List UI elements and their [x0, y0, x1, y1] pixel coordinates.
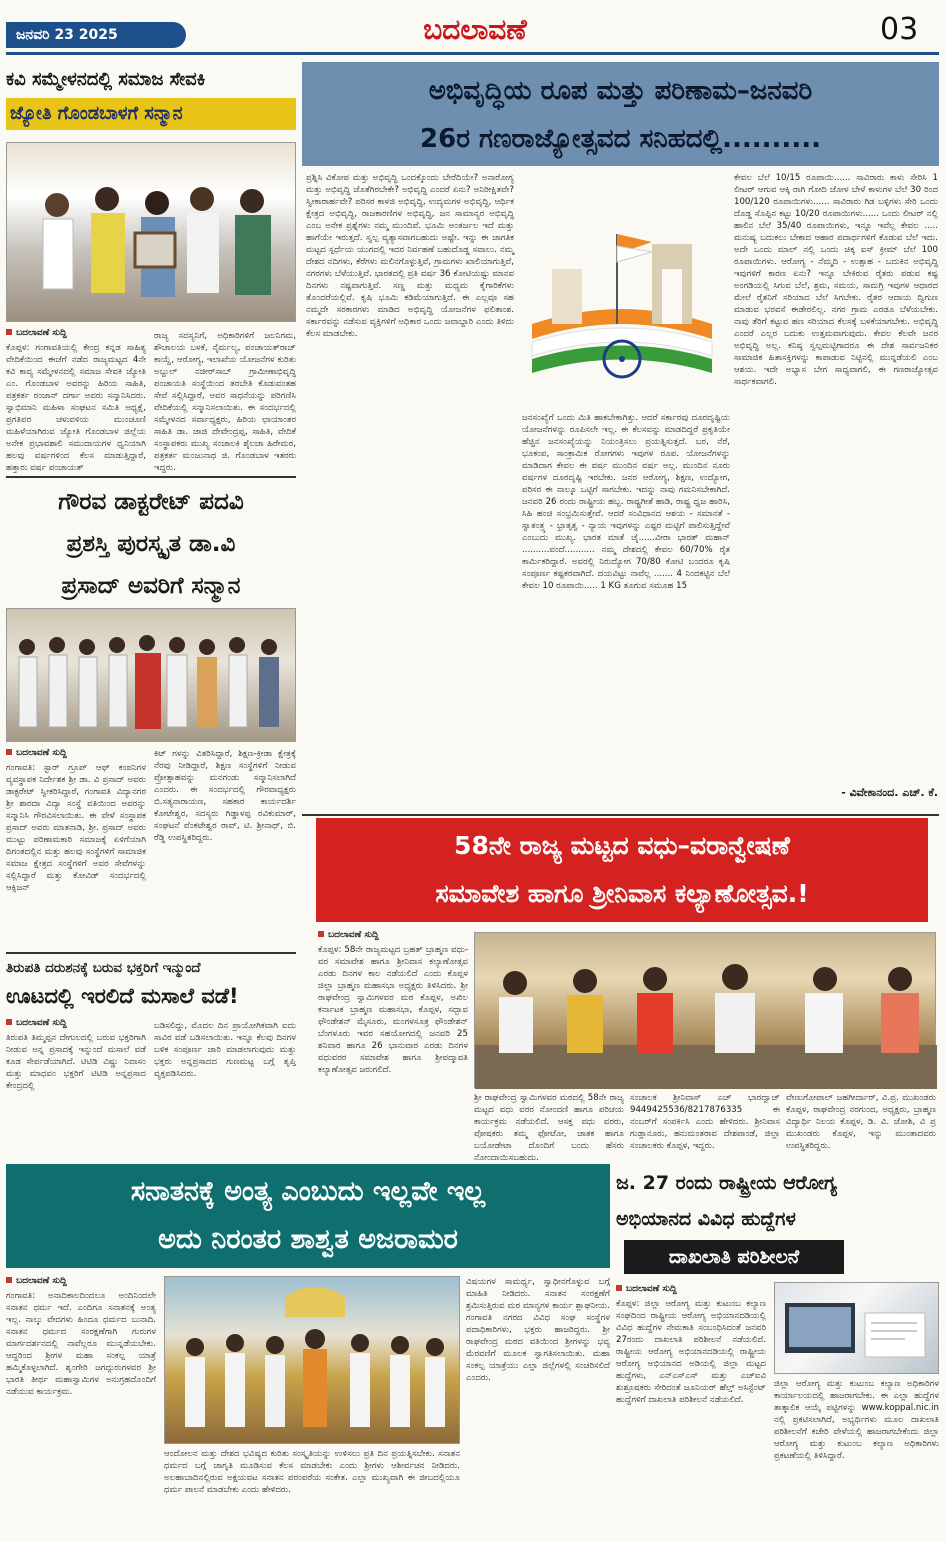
article-body-col1: ಕೊಪ್ಪಳ: 58ನೇ ರಾಜ್ಯಮಟ್ಟದ ಬ್ರಹತ್ ಬ್ರಾಹ್ಮಣ ವಧು-ವರ ಸಮಾವೇಶ ಹಾಗೂ ಶ್ರೀನಿವಾಸ ಕಲ್ಯಾಣೋತ್ಸವ ಎರಡು ದಿನಗಳ ಕಾಲ ನಡೆಯಲಿದೆ ಎಂದು ಕೊಪ್ಪಳ ಜಿಲ್ಲಾ ಬ್ರಾಹ್ಮಣ ಮಹಾಸಭಾ ಅಧ್ಯಕ್ಷರು ತಿಳಿಸಿದರು. ಶ್ರೀ ರಾಘವೇಂದ್ರ ಸ್ವಾಮಿಗಳವರ ಮಠ ಕೊಪ್ಪಳ, ಅಖಿಲ ಕರ್ನಾಟಕ ಬ್ರಾಹ್ಮಣ ಮಹಾಸಭಾ, ಕೊಪ್ಪಳ, ಸದ್ಭಾವ ಫೌಂಡೇಶನ್ ಮೈಸೂರು, ಮಂಗಳಸೂತ್ರ ಫೌಂಡೇಶನ್ ಬೆಂಗಳೂರು ಇವರ ಸಹಯೋಗದಲ್ಲಿ ಜನವರಿ 25 ಶನಿವಾರ ಹಾಗೂ 26 ಭಾನುವಾರ ಎರಡು ದಿನಗಳ ವಧುವರರ ಸಮಾವೇಶ ಹಾಗೂ ಶ್ರೀಪದ್ಮಾವತಿ ಕಲ್ಯಾಣೋತ್ಸವ ಜರುಗಲಿದೆ.	[318, 945, 468, 1075]
divider	[6, 476, 296, 478]
article-vadhu-vara-convention	[302, 818, 939, 1163]
headline: ಅಭಿವೃದ್ಧಿಯ ರೂಪ ಮತ್ತು ಪರಿಣಾಮ–ಜನವರಿ	[428, 76, 813, 106]
article-body-col3: ಸಂಚಾಲಕ ಶ್ರೀನಿವಾಸ್ ಎಚ್ ಭಾರದ್ವಾಜ್ 9449425536/8217876335 ಈ ನಂಬರ್‌ಗೆ ಸಂಪರ್ಕಿಸಿ ಎಂದು ಹೇಳಿದರು. ಶ್ರೀನಿವಾಸ ಗುಡ್ಲಾನೂರು, ಹನುಮಂತರಾವ ದೇಶಪಾಂಡೆ, ಜಿಲ್ಲಾ ಸಂಚಾಲಕರು ಕೊಪ್ಪಳ, ಇದ್ದರು.	[630, 1093, 780, 1151]
masthead-date: ಜನವರಿ 23 2025	[16, 27, 118, 43]
masthead-rule	[6, 52, 939, 55]
headline: ಊಟದಲ್ಲಿ ಇರಲಿದೆ ಮಸಾಲೆ ವಡೆ!	[6, 984, 239, 1008]
headline: ತಿರುಪತಿ ದರುಶನಕ್ಕೆ ಬರುವ ಭಕ್ತರಿಗೆ ಇನ್ಮುಂದೆ	[6, 960, 201, 976]
byline: ಬದಲಾವಣೆ ಸುದ್ದಿ	[318, 930, 468, 942]
article-body-col4: ವೇಣುಗೋಪಾಲ್ ಜಹಗೀರ್ದಾರ್, ವಿ.ಪ್ರ. ಮುಖಂಡರು ಕೊಪ್ಪಳ, ರಾಘವೇಂದ್ರ ನರಗುಂದ, ಅಧ್ಯಕ್ಷರು, ಬ್ರಾಹ್ಮಣ ವಿದ್ಯಾರ್ಥಿ ನಿಲಯ ಕೊಪ್ಪಳ, ಡಿ. ವಿ. ಜೋಶಿ, ವಿ ಪ್ರ ಮುಖಂಡರು ಕೊಪ್ಪಳ, ಇನ್ನು ಮುಂತಾದವರು ಉಪಸ್ಥಿತರಿದ್ದರು.	[786, 1093, 936, 1151]
headline: ಕವಿ ಸಮ್ಮೇಳನದಲ್ಲಿ ಸಮಾಜ ಸೇವಕಿ	[6, 69, 206, 90]
headline: 26ರ ಗಣರಾಜ್ಯೋತ್ಸವದ ಸನಿಹದಲ್ಲಿ..........	[420, 124, 821, 154]
headline: ದಾಖಲಾತಿ ಪರಿಶೀಲನೆ	[668, 1246, 800, 1268]
procession-illustration	[165, 1277, 461, 1445]
article-doctorate-honour	[6, 480, 296, 950]
article-tirupati-vada	[6, 956, 296, 1156]
article-body-col2: ಆಂದೋಲನ ಮತ್ತು ದೇಶದ ಭವಿಷ್ಯದ ಕುರಿತು ಸಂಸ್ಕೃತಿಯನ್ನು ಉಳಿಸಲು ಪ್ರತಿ ದಿನ ಪ್ರಯತ್ನಿಸಬೇಕು. ಸನಾತನ ಧರ್ಮದ ಬಗ್ಗೆ ಜಾಗೃತಿ ಮೂಡಿಸುವ ಕೆಲಸ ಮಾಡಬೇಕು ಎಂದು ಶ್ರೀಗಳು ಆಶೀರ್ವಚನ ನೀಡಿದರು. ಅಲಹಾಬಾದಿನಲ್ಲಿರುವ ಅಕ್ಷಯವಟ ಸನಾತನ ಪರಂಪರೆಯ ಸಂಕೇತ. ಎಲ್ಲಾ ಮುಖ್ಯವಾಗಿ ಈ ಜೀಬದಲ್ಲಿಯೂ ಧರ್ಮ ಪಾಲನೆ ಮಾಡಬೇಕು ಎಂದು ಹೇಳಿದರು.	[164, 1449, 460, 1495]
divider	[302, 814, 939, 816]
headline: ಪ್ರಶಸ್ತಿ ಪುರಸ್ಕೃತ ಡಾ.ವಿ	[66, 531, 236, 557]
article-body-col1: ತಿರುಪತಿ ತಿಮ್ಮಪ್ಪನ ದೇಗುಲದಲ್ಲಿ ಬರುವ ಭಕ್ತರಿಗಾಗಿ ನೀಡುವ ಅನ್ನ ಪ್ರಸಾದಕ್ಕೆ ಇನ್ನುಂದೆ ಮಸಾಲೆ ವಡೆ ಕೂಡ ಸೇರ್ಪಡೆಯಾಗಿದೆ. ಟಿಟಿಡಿ ವಿಷ್ಣು ನಿವಾಸಂ ಮತ್ತು ಮಾಧವಂ ಭಕ್ತರಿಗೆ ಟಿಟಿಡಿ ಅನ್ನಪ್ರಸಾದ ಕೇಂದ್ರದಲ್ಲಿ	[6, 1033, 146, 1091]
people-illustration	[7, 143, 297, 323]
page-number: 03	[880, 12, 919, 47]
byline: ಬದಲಾವಣೆ ಸುದ್ದಿ	[6, 1276, 156, 1288]
photo-doctorate-honour	[6, 608, 296, 742]
headline: ಸನಾತನಕ್ಕೆ ಅಂತ್ಯ ಎಂಬುದು ಇಲ್ಲವೇ ಇಲ್ಲ	[130, 1176, 486, 1207]
author-signature: - ವಿವೇಕಾನಂದ. ಎಚ್. ಕೆ.	[841, 786, 938, 799]
article-body-col2: ಕಿಟ್ ಗಳನ್ನು ವಿತರಿಸಿದ್ದಾರೆ, ಶಿಕ್ಷಣ-ಕ್ರೀಡಾ ಕ್ಷೇತ್ರಕ್ಕೆ ನೆರವು ನೀಡಿದ್ದಾರೆ, ಶಿಕ್ಷಣ ಸಂಸ್ಥೆಗಳಿಗೆ ನೀಡುವ ಪ್ರೋತ್ಸಾಹವನ್ನು ಮನಗಂಡು ಸನ್ಮಾನಿಸಲಾಗಿದೆ ಎಂದರು. ಈ ಸಂದರ್ಭದಲ್ಲಿ ಗೌರವಾಧ್ಯಕ್ಷರು ಬಿ.ಸತ್ಯನಾರಾಯಣ, ಸಹಕಾರ ಕಾರ್ಯದರ್ಶಿ ಕೋಟೇಶ್ವರ, ಸದಸ್ಯರು ಗಿಡ್ಡಾಳಪ್ಪ ರವಿಕುಮಾರ್, ಸಂಘಟನೆ ವೆಂಕಟೇಶ್ವರ ರಾವ್, ಟಿ. ಶ್ರೀನಾಥ್, ಬಿ. ರೆಡ್ಡಿ ಉಪಸ್ಥಿತರಿದ್ದರು.	[154, 749, 296, 843]
article-body-col1: ಕೊಪ್ಪಳ: ಜಿಲ್ಲಾ ಆರೋಗ್ಯ ಮತ್ತು ಕುಟುಂಬ ಕಲ್ಯಾಣ ಸಂಘದಿಂದ ರಾಷ್ಟ್ರೀಯ ಆರೋಗ್ಯ ಅಭಿಯಾನದಡಿಯಲ್ಲಿ ವಿವಿಧ ಹುದ್ದೆಗಳ ನೇಮಕಾತಿ ಸಂಬಂಧಿಸಿದಂತೆ ಜನವರಿ 27ರಂದು ದಾಖಲಾತಿ ಪರಿಶೀಲನೆ ನಡೆಯಲಿದೆ. ರಾಷ್ಟ್ರೀಯ ಆರೋಗ್ಯ ಅಭಿಯಾನದಡಿಯಲ್ಲಿ ರಾಷ್ಟ್ರೀಯ ಆರೋಗ್ಯ ಅಭಿಯಾನದ ಅಡಿಯಲ್ಲಿ ಜಿಲ್ಲಾ ಮಟ್ಟದ ಹುದ್ದೆಗಳು, ಎನ್‌ಎಸ್‌ಎಸ್ ಮತ್ತು ಎಚ್‌ಐವಿ ಶುಶ್ರೂಷಕರು ಸೇರಿದಂತೆ ಜೂನಿಯರ್ ಹೆಲ್ತ್ ಅಸಿಸ್ಟೆಂಟ್ ಹುದ್ದೆಗಳಿಗೆ ದಾಖಲಾತಿ ಪರಿಶೀಲನೆ ನಡೆಯಲಿದೆ.	[616, 1299, 766, 1405]
article-poet-honour	[6, 62, 296, 474]
article-body-col2: ರಾಜ್ಯ ಸದಸ್ಯನಿಗೆ, ಅಧಿಕಾರಿಗಳಿಗೆ ಜಲನಿಗಮ, ಶೌಚಾಲಯ ಬಳಕೆ, ನೈರ್ಮಲ್ಯ, ಪಂಚಾಯತ್‌ರಾಜ್ ಕಾಯ್ದೆ, ಆರೋಗ್ಯ, ಇಲಾಖೆಯ ಯೋಜನೆಗಳ ಕುರಿತು ಅಬ್ದುಲ್ ನಜೀರ್‌ಸಾಬ್ ಗ್ರಾಮೀಣಾಭಿವೃದ್ಧಿ ಪಂಚಾಯತಿ ಸಂಸ್ಥೆಯಿಂದ ತರಬೇತಿ ಕೊಡುವಂತಹ ಸೇವೆ ಸಲ್ಲಿಸಿದ್ದಾರೆ, ಅವರ ಸಾಧನೆಯನ್ನು ಪರಿಗಣಿಸಿ ವೇದಿಕೆಯಲ್ಲಿ ಸನ್ಮಾನಿಸಲಾಯಿತು. ಈ ಸಂದರ್ಭದಲ್ಲಿ ಸಮ್ಮೇಳನದ ಸರ್ವಾಧ್ಯಕ್ಷರು, ಹಿರಿಯ ಛಾಯಾಂತರ ಸಾಹಿತಿ ಡಾ. ಜಾಜಿ ದೇವೇಂದ್ರಪ್ಪ, ಸಾಹಿತಿ, ವೇದಿಕೆ ಸಂಸ್ಥಾಪಕರು ಮುಖ್ಯ ಸಂಚಾಲಕಿ ಶೈಲಜಾ ಹಿರೇಮಠ, ಪತ್ರಕರ್ತ ಮಂಜುನಾಥ ಜಿ. ಗೊಂಡಬಾಳ ಇತರರು ಇದ್ದರು.	[154, 331, 296, 473]
people-illustration	[475, 933, 937, 1089]
article-body-col3: ಕೇವಲ ಬೆಲೆ 10/15 ರೂಪಾಯಿ...... ಸಾವಿರಾರು ಕಾಳು ಸೇರಿಸಿ 1 ಲೀಟರ್ ಆಗುವ ಆಕ್ಕಿ ರಾಗಿ ಗೋದಿ ಜೋಳ ಬೇಳೆ ಕಾಳುಗಳ ಬೆಲೆ 30 ರಿಂದ 100/120 ರೂಪಾಯಿಗಳು...... ಸಾವಿರಾರು ಗಿಡ ಬಳ್ಳಿಗಳು ಸೇರಿ ಒಂದು ದೊಡ್ಡ ಸೊಪ್ಪಿನ ಕಟ್ಟು 10/20 ರೂಪಾಯಿಗಳು...... ಒಂದು ಲೀಟರ್ ನಲ್ಲಿ ಹಾಲಿನ ಬೆಲೆ 35/40 ರೂಪಾಯಿಗಳು, ಇನ್ನೂ ಇವೆಲ್ಲ ಕೇವಲ ..... ಮನುಷ್ಯ ಬದುಕಲು ಬೇಕಾದ ಆಹಾರ ಪದಾರ್ಥಗಳಿಗೆ ಕೊಡುವ ಬೆಲೆ ಇದು. ಅದೇ ಒಂದು ಮಾಲ್ ನಲ್ಲಿ ಒಂದು ಚಿಕ್ಕ ಐಸ್ ಕ್ರೀಮ್ ಬೆಲೆ 100 ರೂಪಾಯಿಗಳು. ಆರೋಗ್ಯ - ನೆಮ್ಮದಿ - ಉತ್ಸಾಹ - ಬದುಕಿನ ಅಭಿವೃದ್ಧಿ ಇವುಗಳಿಗೆ ಕಾರಣ ಏನು? ಇನ್ನೂ ಬೇಕಿರುವ ರೈತರು ಪಡುವ ಕಷ್ಟ ಅಂಗಡಿಯಲ್ಲಿ ಸಿಗುವ ಬೆಲೆ, ಶ್ರಮ, ಸಮಯ, ಸಾಮಗ್ರಿ ಇವುಗಳ ಆಧಾರದ ಮೇಲೆ ರೈತನಿಗೆ ಸರಿಯಾದ ಬೆಲೆ ಸಿಗಬೇಕು. ರೈತರ ಆದಾಯ ದ್ವಿಗುಣ ಮಾಡುವ ಭರವಸೆ ಈಡೇರಲಿಲ್ಲ. ನಗರ ಗ್ರಾಮ ಎರಡೂ ಬೆಳೆಯಬೇಕು. ನಾವು ತೆರಿಗೆ ಕಟ್ಟುವ ಹಣ ಸರಿಯಾದ ಕೆಲಸಕ್ಕೆ ಬಳಕೆಯಾಗಬೇಕು. ಅಭಿವೃದ್ಧಿ ಎಂದರೆ ಎಲ್ಲರ ಬದುಕು ಉತ್ತಮವಾಗುವುದು. ಕೇವಲ ಕೆಲವೇ ಜನರ ಅಭಿವೃದ್ಧಿ ಅಲ್ಲ. ಕನಿಷ್ಠ ಸ್ವಲ್ಪಮಟ್ಟಿಗಾದರೂ ಈ ದೇಶ ಸಾರ್ವಜನಿಕರ ಸಾಮಾಜಿಕ ಹಿತಾಸಕ್ತಿಗಳನ್ನು ಕಾಪಾಡುವ ನಿಟ್ಟಿನಲ್ಲಿ ಮುನ್ನಡೆಯಲಿ ಎಂಬ ಆಶಯ. ಇದೇ ಅಭ್ಯಾಸ ಬೇಗ ಸಾಧ್ಯವಾಗಲಿ, ಈ ಗಣರಾಜ್ಯೋತ್ಸವ ಸಾರ್ಥಕವಾಗಲಿ.	[734, 173, 938, 387]
article-body-col2: ಬಡಿಸಲಿದ್ದು, ಮೊದಲ ದಿನ ಪ್ರಾಯೋಗಿಕವಾಗಿ ಐದು ಸಾವಿರ ವಡೆ ಬಡಿಸಲಾಯಿತು. ಇನ್ನೂ ಕೆಲವು ದಿನಗಳ ಬಳಿಕ ಸಂಪೂರ್ಣ ಜಾರಿ ಮಾಡಲಾಗುವುದು ಮತ್ತು ಭಕ್ತರು ಅನ್ನಪ್ರಸಾದದ ಗುಣಮಟ್ಟ ಬಗ್ಗೆ ತೃಪ್ತಿ ವ್ಯಕ್ತಪಡಿಸಿದರು.	[154, 1021, 296, 1079]
article-health-recruitment	[616, 1164, 939, 1536]
byline: ಬದಲಾವಣೆ ಸುದ್ದಿ	[6, 748, 146, 760]
article-development-republic-day	[302, 62, 939, 810]
article-body-col1: ಪ್ರಶ್ನಿಸಿ ವಿಕೋಪ ಮತ್ತು ಅಭಿವೃದ್ಧಿ ಒಂದಕ್ಕೊಂದು ಬೇರೆದಿಯೇ? ಅನಾರೋಗ್ಯ ಮತ್ತು ಅಭಿವೃದ್ಧಿ ಜೊತೆಗಿರಬೇಕೇ? ಅಭಿವೃದ್ಧಿ ಎಂದರೆ ಏನು? ಅನಿರೀಕ್ಷಿತವೇ? ಸ್ವೀಕಾರಾರ್ಹವೇ? ಪರಿಸರ ಕಾಳಜಿ ಅಭಿವೃದ್ಧಿ, ಉದ್ಯಮಗಳ ಅಭಿವೃದ್ಧಿ, ಆರ್ಥಿಕ ಕ್ಷೇತ್ರದ ಅಭಿವೃದ್ಧಿ, ರಾಜಕಾರಣಿಗಳ ಅಭಿವೃದ್ಧಿ, ಜನ ಸಾಮಾನ್ಯರ ಅಭಿವೃದ್ಧಿ ಎಂಬ ಅನೇಕ ಪ್ರಶ್ನೆಗಳು ನಮ್ಮ ಮುಂದಿವೆ. ಭೂಮಿ ಅಂತರ್ಜಲ ಇದೆ ಮತ್ತು ಹಾಗೆಯೇ ಇರುತ್ತದೆ. ಸ್ವಲ್ಪ ವ್ಯತ್ಯಾಸವಾಗಬಹುದು ಅಷ್ಟೇ. ಇನ್ನು ಈ ಜಾಗತಿಕ ಮಟ್ಟದ ಸ್ಪರ್ಧೆಯ ಯುಗದಲ್ಲಿ ಇದರ ನಿರ್ವಹಣೆ ಬಹುದೊಡ್ಡ ಸವಾಲು. ನಮ್ಮ ದೇಶದ ನದಿಗಳು, ಕೆರೆಗಳು ಮಲಿನಗೊಳ್ಳುತ್ತಿವೆ, ಗ್ರಾಮಗಳು ಖಾಲಿಯಾಗುತ್ತಿವೆ, ನಗರಗಳು ಬೆಳೆಯುತ್ತಿವೆ. ಭಾರತದಲ್ಲಿ ಪ್ರತಿ ವರ್ಷ 36 ಕೋಟಿಯಷ್ಟು ಮಾನವ ದಿನಗಳು ನಷ್ಟವಾಗುತ್ತಿವೆ. ಸಣ್ಣ ಮತ್ತು ಮಧ್ಯಮ ಕೈಗಾರಿಕೆಗಳು ತೊಂದರೆಯಲ್ಲಿವೆ. ಕೃಷಿ ಭೂಮಿ ಕಡಿಮೆಯಾಗುತ್ತಿದೆ. ಈ ಎಲ್ಲವೂ ಸಹ ನಮ್ಮದೇ ಸರಕಾರಗಳು ಮಾಡಿದ ಅಭಿವೃದ್ಧಿ ಯೋಜನೆಗಳ ಫಲಿತಾಂಶ. ಸರ್ಕಾರವನ್ನು ನಡೆಸುವ ವ್ಯಕ್ತಿಗಳಿಗೆ ಅಧಿಕಾರ ಒಂದು ಜವಾಬ್ದಾರಿ ಎಂದು ತಿಳಿದು ಕೆಲಸ ಮಾಡಬೇಕು.	[306, 173, 514, 339]
flag-india-gate-icon	[522, 174, 722, 404]
article-body-col2: ಶ್ರೀ ರಾಘವೇಂದ್ರ ಸ್ವಾಮಿಗಳವರ ಮಠದಲ್ಲಿ 58ನೇ ರಾಜ್ಯ ಮಟ್ಟದ ವಧು ವರರ ನೋಂದಣಿ ಹಾಗೂ ಪರಿಚಯ ಕಾರ್ಯಕ್ರಮ ನಡೆಯಲಿದೆ. ಆಸಕ್ತ ವಧು ವರರು, ಪೋಷಕರು ತಮ್ಮ ಫೋಟೋ, ಜಾತಕ ಹಾಗೂ ಬಯೋಡೇಟಾ ದೊಂದಿಗೆ ಬಂದು ಹೆಸರು ನೋಂದಾಯಿಸಬಹುದು.	[474, 1093, 624, 1163]
headline: ಗೌರವ ಡಾಕ್ಟರೇಟ್ ಪದವಿ	[58, 489, 244, 515]
masthead	[0, 0, 945, 58]
headline: ಅಭಿಯಾನದ ವಿವಿಧ ಹುದ್ದೆಗಳ	[616, 1208, 796, 1230]
photo-documents	[774, 1282, 939, 1374]
article-sanatana	[6, 1164, 610, 1536]
headline: ಅದು ನಿರಂತರ ಶಾಶ್ವತ ಅಜರಾಮರ	[158, 1224, 458, 1255]
article-body-col1: ಗಂಗಾವತಿ: ಸ್ಟಾರ್ ಗ್ರೂಪ್ ಆಫ್ ಕಂಪನಿಗಳ ವ್ಯವಸ್ಥಾಪಕ ನಿರ್ದೇಶಕ ಶ್ರೀ ಡಾ. ವಿ ಪ್ರಸಾದ್ ಅವರು ಡಾಕ್ಟರೇಟ್ ಸ್ವೀಕರಿಸಿದ್ದಾರೆ, ಗಂಗಾವತಿ ವಿದ್ಯಾನಗರ ಶ್ರೀ ಶಾರದಾ ವಿದ್ಯಾ ಸಂಸ್ಥೆ ವತಿಯಿಂದ ಅವರನ್ನು ಸನ್ಮಾನಿಸಿ ಗೌರವಿಸಲಾಯಿತು. ಈ ವೇಳೆ ಸಂಸ್ಥಾಪಕ ಪ್ರಸಾದ್ ಅವರು ಮಾತನಾಡಿ, ಶ್ರೀ. ಪ್ರಸಾದ್ ಅವರು ಮುಟ್ಟು ಪರಿಣಾಮಕಾರಿ ಸಮಾಜಕ್ಕೆ ಏಳಿಗೆಯಾಗಿ ದಿಗಂತದಲ್ಲಿನ ಮತ್ತು ಹಲವು ಸಂಸ್ಥೆಗಳಿಗೆ ಸಾಮಾಜಿಕ ಸಮಾಜ ಕ್ಷೇತ್ರದ ಸಂಸ್ಥೆಗಳಿಗೆ ಅವರ ಸೇವೆಗಳನ್ನು ಸಲ್ಲಿಸಿದ್ದಾರೆ ಮತ್ತು ಕೋವಿಡ್ ಸಂದರ್ಭದಲ್ಲಿ ಆಕ್ಸಿಜನ್	[6, 763, 146, 893]
headline: ಜ್ಯೋತಿ ಗೊಂಡಬಾಳಗೆ ಸನ್ಮಾನ	[10, 103, 183, 124]
photo-sankalpa-yatra	[164, 1276, 460, 1444]
headline: ಜ. 27 ರಂದು ರಾಷ್ಟ್ರೀಯ ಆರೋಗ್ಯ	[616, 1172, 837, 1194]
byline: ಬದಲಾವಣೆ ಸುದ್ದಿ	[6, 1018, 146, 1030]
article-body-col3: ವಿಷಯಗಳ ಸಾಮರ್ಥ್ಯ, ಸ್ವಾಧೀನಗೊಳ್ಳುವ ಬಗ್ಗೆ ಮಾಹಿತಿ ನೀಡಿದರು. ಸನಾತನ ಸಂರಕ್ಷಣೆಗೆ ಶ್ರಮಿಸುತ್ತಿರುವ ಮಠ ಮಾನ್ಯಗಳ ಕಾರ್ಯ ಶ್ಲಾಘನೀಯ. ಗಂಗಾವತಿ ನಗರದ ವಿವಿಧ ಸಂಘ ಸಂಸ್ಥೆಗಳ ಪದಾಧಿಕಾರಿಗಳು, ಭಕ್ತರು ಹಾಜರಿದ್ದರು. ಶ್ರೀ ರಾಘವೇಂದ್ರ ಮಠದ ವತಿಯಿಂದ ಶ್ರೀಗಳನ್ನು ಭವ್ಯ ಮೆರವಣಿಗೆ ಮೂಲಕ ಸ್ವಾಗತಿಸಲಾಯಿತು. ಮಹಾ ಸಂಕಲ್ಪ ಯಾತ್ರೆಯು ಎಲ್ಲಾ ಜಿಲ್ಲೆಗಳಲ್ಲಿ ಸಂಚರಿಸಲಿದೆ ಎಂದರು.	[466, 1277, 610, 1383]
headline: 58ನೇ ರಾಜ್ಯ ಮಟ್ಟದ ವಧು–ವರಾನ್ವೇಷಣೆ	[454, 831, 790, 860]
article-body-col1: ಕೊಪ್ಪಳ: ಗಂಗಾವತಿಯಲ್ಲಿ ಕೇಂದ್ರ ಕನ್ನಡ ಸಾಹಿತ್ಯ ವೇದಿಕೆಯಿಂದ ಈಚೆಗೆ ನಡೆದ ರಾಜ್ಯಮಟ್ಟದ 4ನೇ ಕವಿ ಕಾವ್ಯ ಸಮ್ಮೇಳನದಲ್ಲಿ ಸಮಾಜ ಸೇವಕಿ ಜ್ಯೋತಿ ಎಂ. ಗೊಂಡಬಾಳ ಅವರನ್ನು ಹಿರಿಯ ಸಾಹಿತಿ, ಪತ್ರಕರ್ತ ರಂಜಾನ್ ದರ್ಗಾ ಅವರು ಸನ್ಮಾನಿಸಿದರು. ಸ್ವಾಭಿಮಾನಿ ಮಹಿಳಾ ಸಂಘಟನ ಸಮಿತಿ ಅಧ್ಯಕ್ಷೆ, ಪ್ರಗತಿಪರ ಚಳುವಳಿಯ ಮುಂಚೂಣಿ ಮಹಿಳೆಯಾಗಿರುವ ಜ್ಯೋತಿ ಗೊಂಡಬಾಳ ಜಿಲ್ಲೆಯ ಅನೇಕ ಪ್ರಭಾವಶಾಲಿ ಸಮುದಾಯಗಳ ಧ್ವನಿಯಾಗಿ ಹಲವು ವರ್ಷಗಳಿಂದ ಕೆಲಸ ಮಾಡುತ್ತಿದ್ದಾರೆ, ಹತ್ತಾರು ವರ್ಷ ಪಂಚಾಯತ್	[6, 343, 146, 473]
photo-press-meet	[474, 932, 936, 1088]
article-body-col1: ಗಂಗಾವತಿ: ಅನಾದಿಕಾಲದಿಂದಲೂ ಅಂದಿನಿಂದಲೇ ಸನಾತನ ಧರ್ಮ ಇದೆ. ಎಂದಿಗೂ ಸನಾತನಕ್ಕೆ ಅಂತ್ಯ ಇಲ್ಲ. ನಾಲ್ಕು ವೇದಗಳು ಹಿಂದೂ ಧರ್ಮದ ಬುನಾದಿ. ಸನಾತನ ಧರ್ಮದ ಸಂರಕ್ಷಣೆಗಾಗಿ ಗುರುಗಳ ಮಾರ್ಗದರ್ಶನದಲ್ಲಿ ನಾವೆಲ್ಲರೂ ಮುನ್ನಡೆಯಬೇಕು. ಆದ್ದರಿಂದ ಶ್ರೀಗಳ ಮಹಾ ಸಂಕಲ್ಪ ಯಾತ್ರೆ ಹಮ್ಮಿಕೊಳ್ಳಲಾಗಿದೆ. ಶೃಂಗೇರಿ ಜಗದ್ಗುರುಗಳವರ ಶ್ರೀ ಭಾರತಿ ತೀರ್ಥ ಮಹಾಸ್ವಾಮಿಗಳ ಅನುಗ್ರಹದೊಂದಿಗೆ ನಡೆಯುವ ಕಾರ್ಯಕ್ರಮ.	[6, 1291, 156, 1397]
article-body-col2: ಜಿಲ್ಲಾ ಆರೋಗ್ಯ ಮತ್ತು ಕುಟುಂಬ ಕಲ್ಯಾಣ ಅಧಿಕಾರಿಗಳ ಕಾರ್ಯಾಲಯದಲ್ಲಿ ಹಾಜರಾಗಬೇಕು. ಈ ಎಲ್ಲಾ ಹುದ್ದೆಗಳ ತಾತ್ಕಾಲಿಕ ಆಯ್ಕೆ ಪಟ್ಟಿಗಳನ್ನು www.koppal.nic.in ನಲ್ಲಿ ಪ್ರಕಟಿಸಲಾಗಿದೆ, ಅಭ್ಯರ್ಥಿಗಳು ಮೂಲ ದಾಖಲಾತಿ ಪರಿಶೀಲನೆಗೆ ಕಚೇರಿ ವೇಳೆಯಲ್ಲಿ ಹಾಜರಾಗಬೇಕೆಂದು ಜಿಲ್ಲಾ ಆರೋಗ್ಯ ಮತ್ತು ಕುಟುಂಬ ಕಲ್ಯಾಣ ಅಧಿಕಾರಿಗಳು ಪ್ರಕಟಣೆಯಲ್ಲಿ ತಿಳಿಸಿದ್ದಾರೆ.	[774, 1379, 939, 1461]
photo-poet-honour	[6, 142, 296, 322]
laptop-documents-illustration	[775, 1283, 940, 1375]
masthead-title: ಬದಲಾವಣೆ	[423, 13, 527, 46]
people-illustration	[7, 609, 297, 743]
republic-day-illustration	[522, 174, 722, 404]
byline: ಬದಲಾವಣೆ ಸುದ್ದಿ	[6, 328, 146, 340]
headline: ಪ್ರಸಾದ್ ಅವರಿಗೆ ಸನ್ಮಾನ	[61, 573, 241, 599]
headline: ಸಮಾವೇಶ ಹಾಗೂ ಶ್ರೀನಿವಾಸ ಕಲ್ಯಾಣೋತ್ಸವ.!	[435, 879, 809, 908]
article-body-col2: ಜನಸಂಖ್ಯೆಗೆ ಒಂದು ಮಿತಿ ಹಾಕಬೇಕಾಗಿತ್ತು. ಆದರೆ ಸರ್ಕಾರವು ದೂರದೃಷ್ಟಿಯ ಯೋಜನೆಗಳನ್ನು ರೂಪಿಸಲೇ ಇಲ್ಲ. ಈ ಕೆಲಸವನ್ನು ಮಾಡದಿದ್ದರೆ ಪ್ರಕೃತಿಯೇ ಹೆಚ್ಚಿನ ಜನಸಂಖ್ಯೆಯನ್ನು ನಿಯಂತ್ರಿಸಲು ಪ್ರಯತ್ನಿಸುತ್ತದೆ. ಬರ, ನೆರೆ, ಭೂಕಂಪ, ಸಾಂಕ್ರಾಮಿಕ ರೋಗಗಳು ಇವುಗಳ ರೂಪ. ಯೋಜನೆಗಳನ್ನು ಮಾಡಿದಾಗ ಕೇವಲ ಈ ವರ್ಷ ಮುಂದಿನ ವರ್ಷ ಅಲ್ಲ. ಮುಂದಿನ ನೂರು ವರ್ಷಗಳ ದೂರದೃಷ್ಟಿ ಇರಬೇಕು. ಜನರ ಆರೋಗ್ಯ, ಶಿಕ್ಷಣ, ಉದ್ಯೋಗ, ಪರಿಸರ ಈ ನಾಲ್ಕೂ ಒಟ್ಟಿಗೆ ಸಾಗಬೇಕು. ಇದನ್ನು ನಾವು ಗಮನಿಸಬೇಕಾಗಿದೆ. ಜನವರಿ 26 ರಂದು ರಾಷ್ಟ್ರೀಯ ಹಬ್ಬ. ರಾಷ್ಟ್ರಗೀತೆ ಹಾಡಿ, ರಾಷ್ಟ್ರ ಧ್ವಜ ಹಾರಿಸಿ, ಸಿಹಿ ಹಂಚಿ ಸಂಭ್ರಮಿಸುತ್ತೇವೆ. ಆದರೆ ಸಂವಿಧಾನದ ಆಶಯ - ಸಮಾನತೆ - ಸ್ವಾತಂತ್ರ್ಯ - ಭ್ರಾತೃತ್ವ - ನ್ಯಾಯ ಇವುಗಳನ್ನು ಎಷ್ಟರ ಮಟ್ಟಿಗೆ ಪಾಲಿಸುತ್ತಿದ್ದೇವೆ ಎಂಬುದು ಮುಖ್ಯ. ಭಾರತ ಮಾತೆ ಜೈ......ವೀರಾ ಭಾರತ್ ಮಹಾನ್ ..........ವಂದೆ........... ನಮ್ಮ ದೇಶದಲ್ಲಿ ಕೇವಲ 60/70% ರೈತ ಕಾರ್ಮಿಕರಿದ್ದಾರೆ. ಅವರಲ್ಲಿ ನಿರುದ್ಯೋಗ 70/80 ಕೋಟಿ ಬಂದರೂ ಕೃಷಿ ಸಂಪೂರ್ಣ ಕಷ್ಟಕರವಾಗಿದೆ. ದಯವಿಟ್ಟು ನಾವೆಲ್ಲ ....... 4 ನಿಂದಕಟ್ಟಿನ ಬೆಲೆ ಕೇವಲ 10 ರೂಪಾಯಿ..... 1 KG ತೂಗುವ ಸಮೂಹ 15	[522, 413, 730, 591]
divider	[6, 952, 296, 954]
byline: ಬದಲಾವಣೆ ಸುದ್ದಿ	[616, 1284, 766, 1296]
